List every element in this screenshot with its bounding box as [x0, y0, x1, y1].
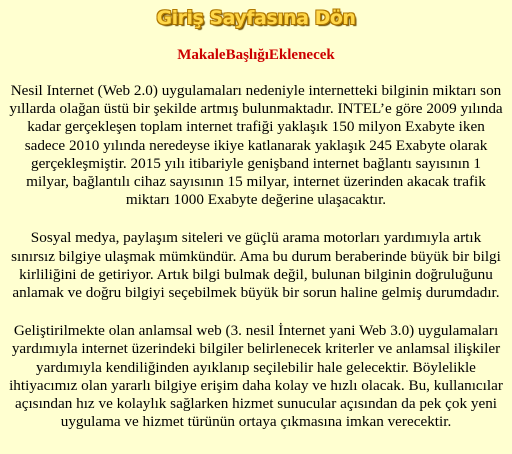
article-paragraph-1: Nesil Internet (Web 2.0) uygulamaları nedeniyle internetteki bilginin miktarı son yıllarda olağan üstü bir şekilde artmış bulunmaktadır. INTEL’e göre 2009 yılında kadar gerçekleşen toplam internet trafiği yaklaşık 150 milyon Exabyte iken sadece 2010 yılında neredeyse ikiye katlanarak yaklaşık 245 Exabyte olarak gerçekleşmiştir. 2015 yılı itibariyle genişband internet bağlantı sayısının 1 milyar, bağlantılı cihaz sayısının 15 milyar, internet üzerinden akacak trafik miktarı 1000 Exabyte değerine ulaşacaktır.: [9, 82, 503, 209]
article-paragraph-2: Sosyal medya, paylaşım siteleri ve güçlü arama motorları yardımıyla artık sınırsız bilgiye ulaşmak mümkündür. Ama bu durum beraberinde büyük bir bilgi kirliliğini de getiriyor. Artık bilgi bulmak değil, bulunan bilginin doğruluğunu anlamak ve doğru bilgiyi seçebilmek büyük bir sorun haline gelmiş durumdadır.: [11, 229, 501, 302]
header: [8, 0, 504, 34]
home-link[interactable]: Giriş Sayfasına Dön: [156, 7, 356, 29]
article-paragraph-3: Geliştirilmekte olan anlamsal web (3. nesil İnternet yani Web 3.0) uygulamaları yardımıyla internet üzerindeki bilgiler belirlenecek kriterler ve anlamsal ilişkiler yardımıyla kendiliğinden ayıklanıp seçilebilir hale gelecektir. Böylelikle ihtiyacımız olan yararlı bilgiye erişim daha kolay ve hızlı olacak. Bu, kullanıcılar açısından hız ve kolaylık sağlarken hizmet sunucular açısından da pek çok yeni uygulama ve hizmet türünün ortaya çıkmasına imkan verecektir.: [9, 322, 503, 431]
article-title: MakaleBaşlığıEklenecek: [177, 47, 335, 63]
